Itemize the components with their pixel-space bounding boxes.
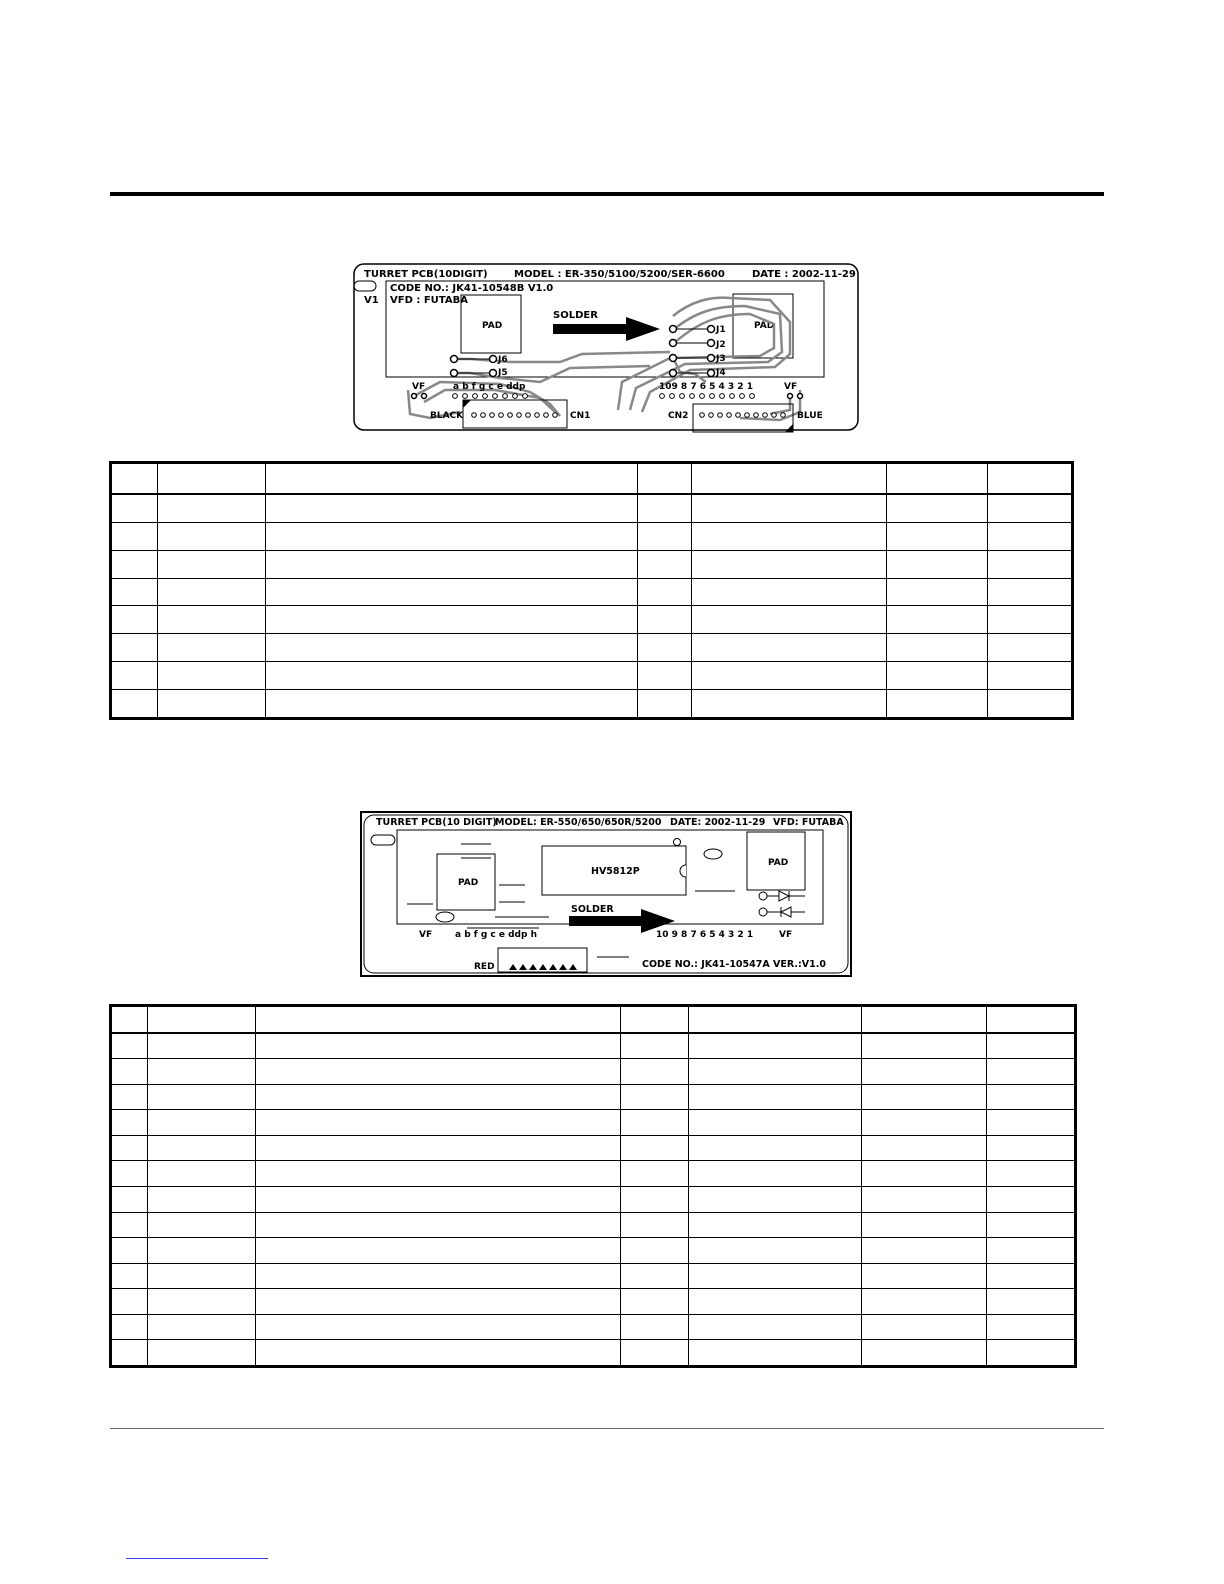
parts-table-2 bbox=[109, 1004, 1077, 1368]
pcb2-vf-right: VF bbox=[779, 930, 793, 940]
pcb1-model: MODEL : ER-350/5100/5200/SER-6600 bbox=[514, 269, 725, 280]
table-row bbox=[111, 606, 1073, 634]
pcb-diagram-2 bbox=[359, 810, 853, 978]
bottom-rule bbox=[110, 1428, 1104, 1429]
table-row bbox=[111, 1135, 1076, 1161]
footer-link-underline[interactable] bbox=[126, 1558, 268, 1559]
table-row bbox=[111, 634, 1073, 662]
pcb1-pad-right: PAD bbox=[754, 321, 775, 331]
jumper-j3: J3 bbox=[716, 354, 726, 364]
table-row bbox=[111, 1289, 1076, 1315]
jumper-j2: J2 bbox=[716, 340, 726, 350]
pcb1-vf-left: VF bbox=[412, 382, 426, 392]
table-row bbox=[111, 578, 1073, 606]
pcb-diagram-1 bbox=[350, 262, 862, 434]
pcb1-code: CODE NO.: JK41-10548B V1.0 bbox=[390, 283, 554, 294]
table-row bbox=[111, 1314, 1076, 1340]
pcb2-date: DATE: 2002-11-29 bbox=[670, 817, 766, 828]
pcb1-black: BLACK bbox=[430, 411, 464, 421]
pcb1-cn1: CN1 bbox=[570, 411, 591, 421]
pcb1-title: TURRET PCB(10DIGIT) bbox=[364, 269, 488, 280]
pcb2-pad-right: PAD bbox=[768, 858, 789, 868]
pcb1-v1: V1 bbox=[364, 295, 379, 306]
jumper-j5: J5 bbox=[498, 368, 508, 378]
pcb1-vfd: VFD : FUTABA bbox=[390, 295, 468, 306]
table-row bbox=[111, 1340, 1076, 1367]
table-row bbox=[111, 1212, 1076, 1238]
table-row bbox=[111, 1033, 1076, 1059]
pcb1-blue: BLUE bbox=[797, 411, 823, 421]
table-row bbox=[111, 1186, 1076, 1212]
pcb2-ic: HV5812P bbox=[591, 866, 640, 877]
table-row bbox=[111, 522, 1073, 550]
parts-table-1 bbox=[109, 461, 1074, 720]
pcb1-vf-right: VF bbox=[784, 382, 798, 392]
pcb1-cn2: CN2 bbox=[668, 411, 689, 421]
table-row bbox=[111, 1059, 1076, 1085]
pcb2-segments: a b f g c e ddp h bbox=[455, 930, 537, 940]
table-row bbox=[111, 1084, 1076, 1110]
jumper-j1: J1 bbox=[716, 325, 726, 335]
top-rule bbox=[110, 192, 1104, 196]
pcb2-pad-left: PAD bbox=[458, 878, 479, 888]
table-row bbox=[111, 1161, 1076, 1187]
pcb2-title: TURRET PCB(10 DIGIT) bbox=[376, 817, 497, 828]
table-row bbox=[111, 494, 1073, 522]
pcb2-vf-left: VF bbox=[419, 930, 433, 940]
table-row bbox=[111, 463, 1073, 494]
pcb1-pad-left: PAD bbox=[482, 321, 503, 331]
pcb2-red: RED bbox=[474, 962, 495, 972]
table-row bbox=[111, 662, 1073, 690]
pcb1-date: DATE : 2002-11-29 bbox=[752, 269, 856, 280]
pcb2-model: MODEL: ER-550/650/650R/5200 bbox=[495, 817, 662, 828]
pcb1-segments: a b f g c e ddp bbox=[453, 382, 526, 392]
table-row bbox=[111, 1110, 1076, 1136]
table-row bbox=[111, 1238, 1076, 1264]
pcb1-solder: SOLDER bbox=[553, 310, 598, 321]
jumper-j6: J6 bbox=[498, 355, 508, 365]
pcb2-solder: SOLDER bbox=[571, 904, 614, 915]
table-row bbox=[111, 690, 1073, 719]
pcb1-digits: 109 8 7 6 5 4 3 2 1 bbox=[659, 382, 753, 392]
pcb2-vfd: VFD: FUTABA bbox=[773, 817, 844, 828]
table-row bbox=[111, 550, 1073, 578]
jumper-j4: J4 bbox=[716, 368, 726, 378]
table-row bbox=[111, 1263, 1076, 1289]
pcb2-digits: 10 9 8 7 6 5 4 3 2 1 bbox=[656, 930, 754, 940]
pcb2-code: CODE NO.: JK41-10547A VER.:V1.0 bbox=[642, 959, 826, 970]
table-row bbox=[111, 1006, 1076, 1033]
